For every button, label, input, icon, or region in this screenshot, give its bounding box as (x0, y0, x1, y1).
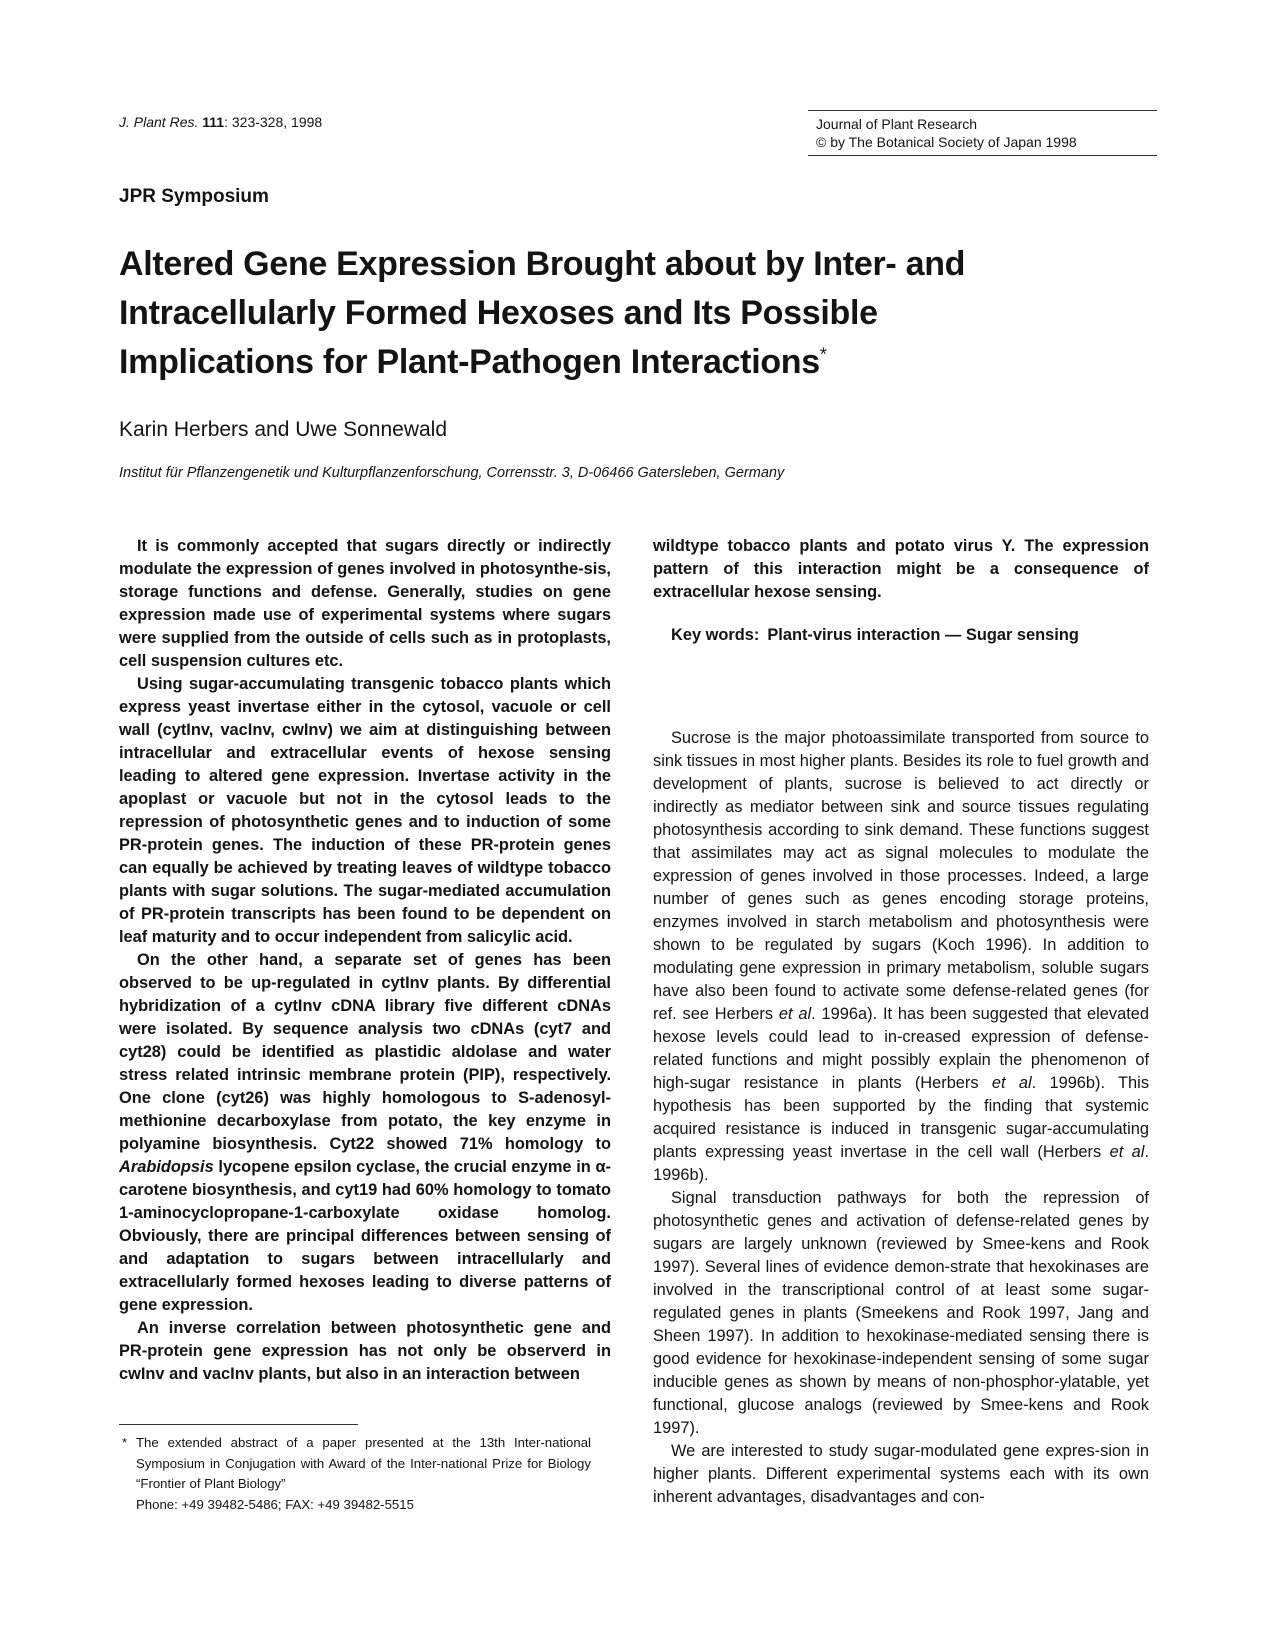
body-p1-etal-2: et al (991, 1074, 1032, 1092)
body-paragraph-1 (653, 727, 1149, 1187)
title-line-3-text: Implications for Plant-Pathogen Interactions (119, 343, 820, 381)
paper-title (119, 240, 1019, 387)
footnote-text: The extended abstract of a paper presented at the 13th Inter-national Symposium in Conjugation with Award of the Inter-national Prize for Biology “Frontier of Plant Biology” (136, 1435, 591, 1491)
body-p1-text-c: . 1996b). This hypothesis has been supported by the finding that systemic acquired resistance is induced in transgenic sugar-accumulating plants expressing yeast invertase in the cell wall (Herbers (653, 1074, 1150, 1161)
footnote-divider (119, 1424, 358, 1425)
keywords-value: Plant-virus interaction — Sugar sensing (767, 626, 1079, 644)
journal-name: Journal of Plant Research (816, 116, 978, 132)
journal-info-box (808, 110, 1157, 156)
title-line-2: Intracellularly Formed Hexoses and Its Possible (119, 294, 878, 332)
journal-abbrev: J. Plant Res. (119, 114, 199, 130)
abstract-paragraph-1: It is commonly accepted that sugars directly or indirectly modulate the expression of genes involved in photosynthe-sis, storage functions and defense. Generally, studies on gene expression made use of experimental systems where sugars were supplied from the outside of cells such as in protoplasts, cell suspension cultures etc. (119, 537, 611, 670)
body-paragraph-2: Signal transduction pathways for both the repression of photosynthetic genes and activation of defense-related genes by sugars are largely unknown (reviewed by Smee-kens and Rook 1997). Several lines of evidence demon-strate that hexokinases are involved in the transcriptional control of at least some sugar-regulated genes in plants (Smeekens and Rook 1997, Jang and Sheen 1997). In addition to hexokinase-mediated sensing there is good evidence for hexokinase-independent sensing of some sugar inducible genes as shown by means of non-phosphor-ylatable, yet functional, glucose analogs (reviewed by Smee-kens and Rook 1997). (653, 1189, 1149, 1437)
footnote-star: * (122, 1435, 128, 1450)
journal-pages-year: : 323-328, 1998 (224, 114, 323, 130)
body-p1-text-b: . 1996a). It has been suggested that elevated hexose levels could lead to in-creased expression of defense-related functions and might possibly explain the phenomenon of high-sugar resistance in plants (Herbers (653, 1005, 1150, 1092)
title-line-3 (119, 338, 1019, 387)
title-line-1: Altered Gene Expression Brought about by Inter- and (119, 245, 966, 283)
abstract-paragraph-4: An inverse correlation between photosynthetic gene and PR-protein gene expression has not only be observerd in cwInv and vacInv plants, but also in an interaction between (119, 1319, 611, 1383)
body-right-column (653, 727, 1149, 1509)
body-p1-etal-1: et al (778, 1005, 812, 1023)
journal-citation (119, 113, 322, 131)
body-p1-text-d: . 1996b). (653, 1143, 1150, 1184)
journal-volume: 111 (202, 114, 225, 130)
abstract-left-column (119, 535, 611, 1386)
journal-copyright: © by The Botanical Society of Japan 1998 (816, 134, 1077, 150)
affiliation: Institut für Pflanzengenetik und Kulturpflanzenforschung, Corrensstr. 3, D-06466 Gatersleben, Germany (119, 465, 785, 481)
abstract-paragraph-2: Using sugar-accumulating transgenic tobacco plants which express yeast invertase either in the cytosol, vacuole or cell wall (cytInv, vacInv, cwInv) we aim at distinguishing between intracellular and extracellular events of hexose sensing leading to altered gene expression. Invertase activity in the apoplast or vacuole but not in the cytosol leads to the repression of photosynthetic genes and to induction of some PR-protein genes. The induction of these PR-protein genes can equally be achieved by treating leaves of wildtype tobacco plants with sugar solutions. The sugar-mediated accumulation of PR-protein transcripts has been found to be dependent on leaf maturity and to occur independent from salicylic acid. (119, 675, 611, 946)
title-footnote-mark: * (819, 344, 827, 365)
abstract-p3-text-b: lycopene epsilon cyclase, the crucial enzyme in α-carotene biosynthesis, and cyt19 had 60% homology to tomato 1-aminocyclopropane-1-carboxylate oxidase homolog. Obviously, there are principal differences between sensing of and adaptation to sugars between intracellularly and extracellularly formed hexoses leading to diverse patterns of gene expression. (119, 1158, 611, 1314)
keywords (671, 626, 1079, 645)
body-p1-etal-3: et al (1109, 1143, 1145, 1161)
abstract-paragraph-3 (119, 949, 611, 1317)
footnote-phone: Phone: +49 39482-5486; FAX: +49 39482-5515 (136, 1496, 414, 1512)
body-paragraph-3: We are interested to study sugar-modulated gene expres-sion in higher plants. Different experimental systems each with its own inherent advantages, disadvantages and con- (653, 1442, 1149, 1506)
keywords-label: Key words: (671, 626, 760, 644)
authors: Karin Herbers and Uwe Sonnewald (119, 418, 448, 441)
abstract-p3-text-a: On the other hand, a separate set of genes has been observed to be up-regulated in cytInv plants. By differential hybridization of a cytInv cDNA library five different cDNAs were isolated. By sequence analysis two cDNAs (cyt7 and cyt28) could be identified as plastidic aldolase and water stress related intrinsic membrane protein (PIP), respectively. One clone (cyt26) was highly homologous to S-adenosyl-methionine decarboxylase from potato, the key enzyme in polyamine biosynthesis. Cyt22 showed 71% homology to (119, 951, 611, 1153)
abstract-paragraph-4-continued: wildtype tobacco plants and potato virus Y. The expression pattern of this interaction might be a consequence of extracellular hexose sensing. (653, 537, 1149, 601)
footnote (122, 1433, 591, 1515)
section-label: JPR Symposium (119, 186, 269, 207)
abstract-right-continuation (653, 535, 1149, 604)
body-p1-text-a: Sucrose is the major photoassimilate transported from source to sink tissues in most higher plants. Besides its role to fuel growth and development of plants, sucrose is believed to act directly or indirectly as mediator between sink and source tissues regulating photosynthesis according to sink demand. These functions suggest that assimilates may act as signal molecules to modulate the expression of genes involved in those processes. Indeed, a large number of genes such as genes encoding storage proteins, enzymes involved in starch metabolism and photosynthesis were shown to be regulated by sugars (Koch 1996). In addition to modulating gene expression in primary metabolism, soluble sugars have also been found to activate some defense-related genes (for ref. see Herbers (653, 729, 1149, 1023)
abstract-p3-italic: Arabidopsis (119, 1158, 214, 1176)
